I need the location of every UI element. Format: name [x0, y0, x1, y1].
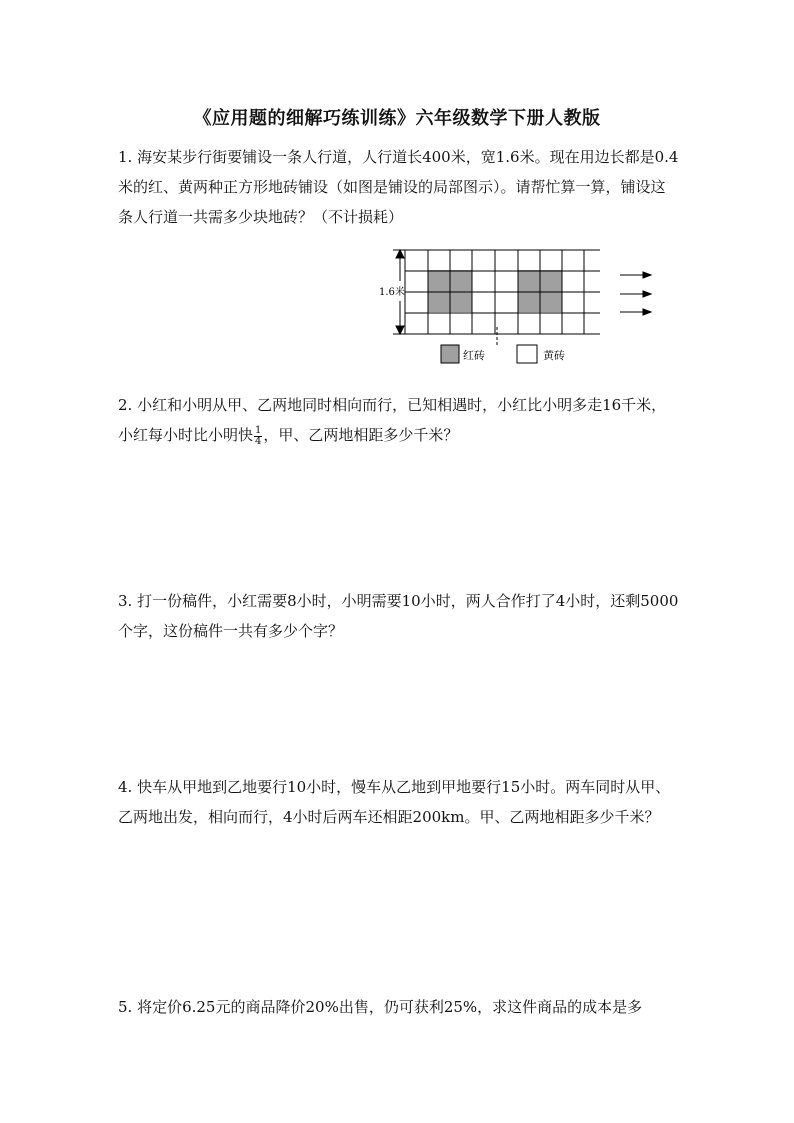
question-4: 4. 快车从甲地到乙地要行10小时，慢车从乙地到甲地要行15小时。两车同时从甲、乙两地出发，相向而行，4小时后两车还相距200km。甲、乙两地相距多少千米？ — [118, 778, 671, 826]
direction-arrows — [620, 272, 651, 315]
tile-diagram — [375, 247, 665, 372]
legend-red-label: 红砖 — [463, 349, 485, 362]
page-title: 《应用题的细解巧练训练》六年级数学下册人教版 — [193, 108, 601, 129]
question-2 — [118, 390, 680, 450]
question-2-text-before: 2. 小红和小明从甲、乙两地同时相向而行，已知相遇时，小红比小明多走16千米，小红每小时比小明快 — [118, 396, 667, 444]
question-3: 3. 打一份稿件，小红需要8小时，小明需要10小时，两人合作打了4小时，还剩5000个字，这份稿件一共有多少个字？ — [118, 592, 679, 640]
question-1: 1. 海安某步行街要铺设一条人行道，人行道长400米，宽1.6米。现在用边长都是0.4米的红、黄两种正方形地砖铺设（如图是铺设的局部图示）。请帮忙算一算，铺设这条人行道一共需多少块地砖？（不计损耗） — [118, 148, 679, 226]
legend-red-swatch — [441, 345, 459, 363]
question-5: 5. 将定价6.25元的商品降价20%出售，仍可获利25%，求这件商品的成本是多 — [118, 998, 643, 1016]
tile-grid — [405, 250, 600, 334]
fraction-one-quarter — [254, 426, 262, 447]
width-label: 1.6米 — [379, 287, 405, 298]
legend-yellow-swatch — [517, 345, 537, 363]
legend-yellow-label: 黄砖 — [543, 349, 565, 362]
question-2-text-after: ，甲、乙两地相距多少千米？ — [263, 426, 459, 444]
fraction-denominator: 4 — [255, 435, 262, 447]
fraction-numerator: 1 — [255, 424, 262, 436]
